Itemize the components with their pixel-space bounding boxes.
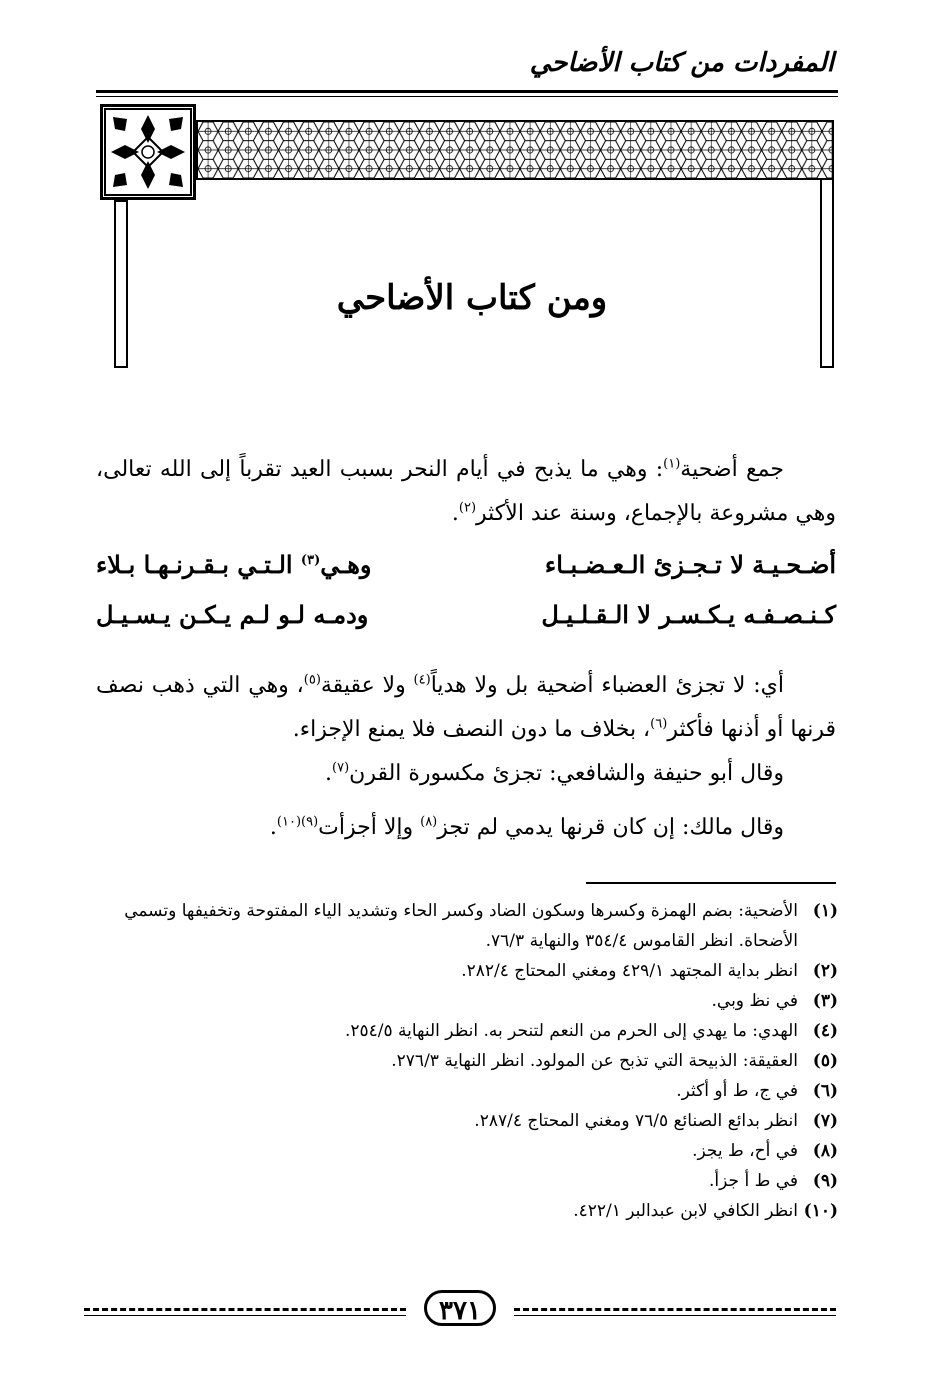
- footnote-number: (٨): [812, 1141, 838, 1161]
- verse-1-rest: الـتـي بـقـرنـهـا بـلاء: [96, 550, 293, 579]
- footnote-ref-8: (٨): [420, 814, 438, 830]
- footnote-number: (١): [812, 901, 838, 921]
- footnote-ref-2: (٢): [458, 500, 477, 516]
- footnote-text: الأضحية: بضم الهمزة وكسرها وسكون الضاد وكسر الحاء وتشديد الياء المفتوحة وتخفيفها وتسمي الأضحاة. انظر القاموس ٣٥٤/٤ والنهاية ٧٦/٣.: [124, 901, 798, 951]
- verse-1-hemistich-right: أضـحـيـة لا تـجـزئ الـعـضـبـاء: [544, 550, 836, 579]
- footnote-ref-1: (١): [663, 456, 681, 472]
- chapter-title: ومن كتاب الأضاحي: [336, 278, 608, 318]
- footnote: [96, 1016, 838, 1046]
- intro-text-3: .: [451, 501, 459, 526]
- verse-line-2: [96, 600, 836, 646]
- footnote: [96, 1196, 838, 1226]
- page-number: ٣٧١: [424, 1290, 496, 1326]
- verse-2-hemistich-right: كـنـصـفـه يـكـسـر لا الـقـلـيـل: [541, 600, 836, 629]
- verse-1-word: وهـي: [320, 550, 372, 579]
- explanation-paragraph-3: [96, 806, 836, 850]
- footnote-text: في أح، ط يجز.: [692, 1141, 798, 1161]
- header-rule: [96, 90, 838, 100]
- ornament-frame: [100, 104, 840, 372]
- footnote-text: الهدي: ما يهدي إلى الحرم من النعم لتنحر به. انظر النهاية ٢٥٤/٥.: [344, 1021, 798, 1041]
- footnote: [96, 1076, 838, 1106]
- footnote-text: انظر بداية المجتهد ٤٢٩/١ ومغني المحتاج ٢٨٢/٤.: [461, 961, 798, 981]
- explanation-text-3: ، وهي التي ذهب نصف قرنها أو أذنها فأكثر: [96, 673, 836, 742]
- frame-pillar-right: [820, 178, 834, 368]
- footnote-number: (١٠): [803, 1201, 838, 1221]
- footnote: [96, 1136, 838, 1166]
- verse-1-hemistich-left: [96, 550, 372, 579]
- footnote-text: في ط أ جزأ.: [709, 1171, 798, 1191]
- ornament-band-icon: [196, 120, 834, 180]
- footer-dash-left: [84, 1308, 406, 1311]
- explanation-text-9: .: [269, 815, 277, 840]
- footnote-number: (٧): [812, 1111, 838, 1131]
- footnote: [96, 986, 838, 1016]
- running-header: المفردات من كتاب الأضاحي: [529, 48, 834, 78]
- footnotes: [96, 896, 838, 1226]
- explanation-text-8: وإلا أجزأت: [318, 815, 421, 840]
- explanation-paragraph-1: [96, 664, 836, 752]
- page-footer: [84, 1288, 836, 1328]
- ornament-square-icon: [100, 104, 196, 200]
- explanation-text-5: وقال أبو حنيفة والشافعي: تجزئ مكسورة القرن: [349, 761, 784, 786]
- footnote: [96, 1166, 838, 1196]
- footnote-text: انظر الكافي لابن عبدالبر ٤٢٢/١.: [573, 1201, 798, 1221]
- footnote: [96, 1106, 838, 1136]
- footnote-ref-7: (٧): [332, 760, 350, 776]
- footnote-number: (٤): [812, 1021, 838, 1041]
- explanation-text-7: وقال مالك: إن كان قرنها يدمي لم تجز: [437, 815, 784, 840]
- footnote-text: انظر بدائع الصنائع ٧٦/٥ ومغني المحتاج ٢٨٧/٤.: [474, 1111, 798, 1131]
- footnote-ref-9-10: (٩)(١٠): [276, 814, 319, 830]
- explanation-text-1: أي: لا تجزئ العضباء أضحية بل ولا هدياً: [430, 673, 785, 698]
- footnote-number: (٣): [812, 991, 838, 1011]
- footnote-ref-6: (٦): [650, 716, 668, 732]
- footer-line-left: [84, 1315, 406, 1316]
- footnote: [96, 1046, 838, 1076]
- explanation-text-6: .: [325, 761, 333, 786]
- footnote-divider: [586, 882, 836, 884]
- intro-text-1: جمع أضحية: [680, 457, 785, 482]
- intro-text-2: : وهي ما يذبح في أيام النحر بسبب العيد تقرباً إلى الله تعالى، وهي مشروعة بالإجماع، وسنة عند الأكثر: [96, 457, 836, 526]
- verse-line-1: [96, 550, 836, 596]
- footnote: [96, 896, 838, 956]
- footnote-number: (٩): [812, 1171, 838, 1191]
- footnote-number: (٢): [812, 961, 838, 981]
- footer-line-right: [514, 1315, 836, 1316]
- footnote-ref-4: (٤): [413, 672, 431, 688]
- explanation-text-2: ولا عقيقة: [320, 673, 414, 698]
- footnote-text: في ج، ط أو أكثر.: [676, 1081, 798, 1101]
- footnote-text: في نظ وبي.: [711, 991, 798, 1011]
- footnote-number: (٦): [812, 1081, 838, 1101]
- explanation-paragraph-2: [96, 752, 836, 796]
- intro-paragraph: [96, 448, 836, 536]
- footer-dash-right: [514, 1308, 836, 1311]
- footnote-ref-5: (٥): [303, 672, 321, 688]
- footnote-ref-3: (٣): [300, 553, 321, 568]
- footnote: [96, 956, 838, 986]
- verse-2-hemistich-left: ودمـه لـو لـم يـكـن يـسـيـل: [96, 600, 369, 629]
- footnote-text: العقيقة: الذبيحة التي تذبح عن المولود. انظر النهاية ٢٧٦/٣.: [391, 1051, 798, 1071]
- explanation-text-4: ، بخلاف ما دون النصف فلا يمنع الإجزاء.: [292, 717, 651, 742]
- footnote-number: (٥): [812, 1051, 838, 1071]
